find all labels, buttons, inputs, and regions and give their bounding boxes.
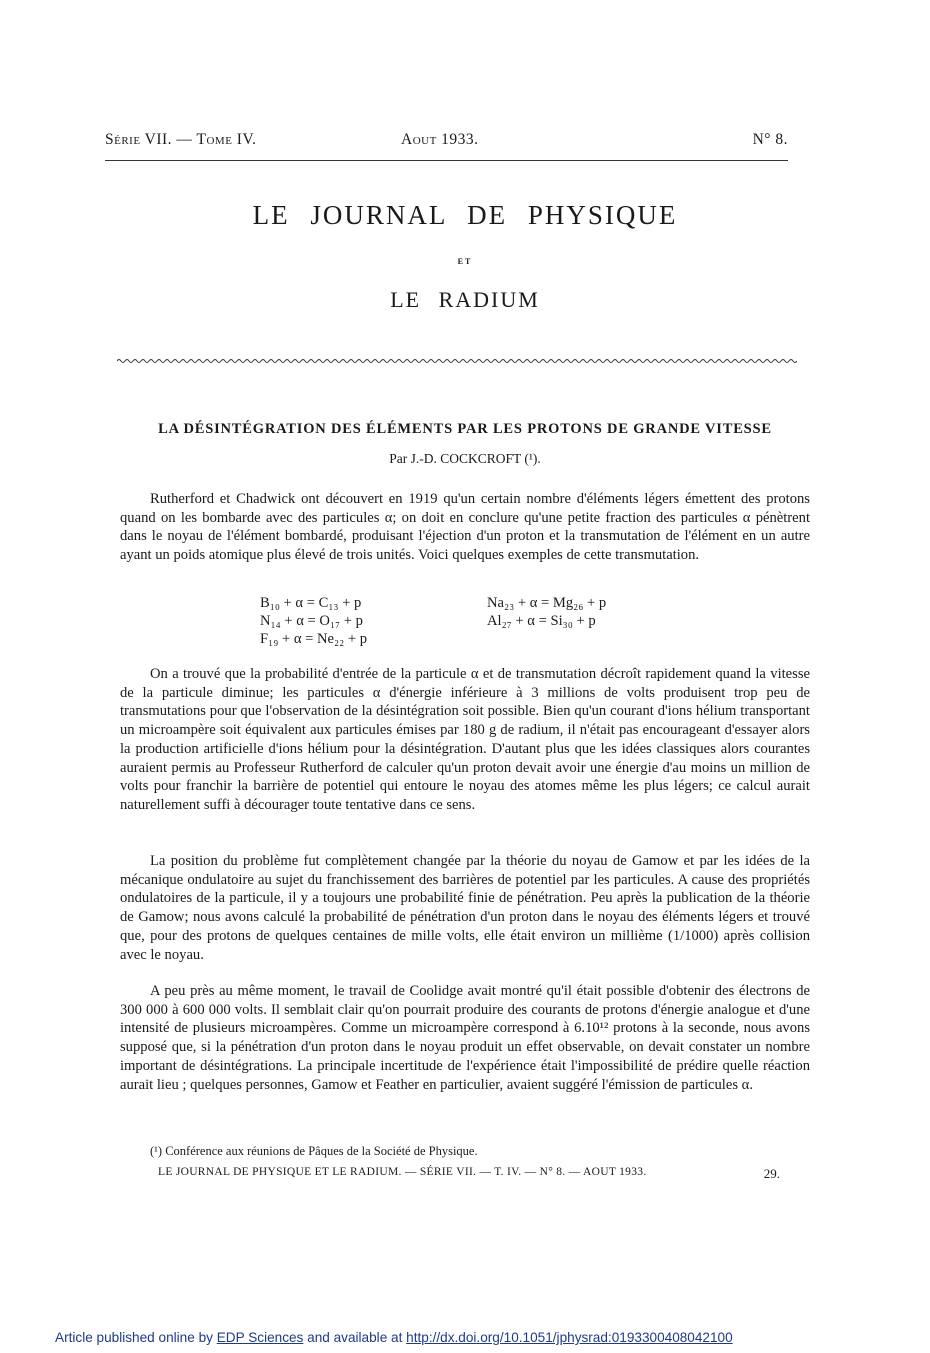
article-author: Par J.-D. COCKCROFT (¹). (389, 451, 541, 466)
issue-header (105, 131, 788, 155)
ornamental-rule (117, 357, 797, 365)
equation: N₁₄ + α = O₁₇ + p (260, 613, 363, 629)
article-title: LA DÉSINTÉGRATION DES ÉLÉMENTS PAR LES PROTONS DE GRANDE VITESSE (158, 421, 772, 437)
online-publication-note (55, 1330, 733, 1345)
series-volume: Série VII. — Tome IV. (105, 131, 257, 148)
doi-link[interactable]: http://dx.doi.org/10.1051/jphysrad:0193300408042100 (406, 1330, 733, 1345)
note-middle: and available at (307, 1330, 403, 1345)
note-prefix: Article published online by (55, 1330, 213, 1345)
footer-citation: LE JOURNAL DE PHYSIQUE ET LE RADIUM. — SÉRIE VII. — T. IV. — N° 8. — AOUT 1933. (158, 1166, 647, 1178)
equation: Na₂₃ + α = Mg₂₆ + p (487, 595, 607, 611)
page-footer (158, 1166, 780, 1181)
publisher-link[interactable]: EDP Sciences (216, 1330, 304, 1345)
issue-number: N° 8. (752, 131, 788, 148)
paragraph-intro: Rutherford et Chadwick ont découvert en 1919 qu'un certain nombre d'éléments légers émettent des protons quand on les bombarde avec des particules α; on doit en conclure qu'une petite fraction des particules α pénètrent dans le noyau de l'élément bombardé, produisant l'éjection d'un proton et la transmutation de l'élément en un autre ayant un poids atomique plus élevé de trois unités. Voici quelques exemples de cette transmutation. (120, 491, 810, 564)
journal-title: LE JOURNAL DE PHYSIQUE (252, 200, 678, 230)
equation: Al₂₇ + α = Si₃₀ + p (487, 613, 596, 629)
issue-date: Aout 1933. (401, 131, 479, 148)
paragraph-gamow: La position du problème fut complètement changée par la théorie du noyau de Gamow et par les idées de la mécanique ondulatoire au sujet du franchissement des barrières de potentiel par les particules. A cause des propriétés ondulatoires de la particule, il y a toujours une probabilité finie de pénétration. Peu après la publication de la théorie de Gamow; nous avons calculé la probabilité de pénétration d'un proton dans le noyau des éléments légers et trouvé que, pour des protons de quelques centaines de mille volts, elle était environ un millième (1/1000) après collision avec le noyau. (120, 853, 810, 963)
equation: B₁₀ + α = C₁₃ + p (260, 595, 362, 611)
equation: F₁₉ + α = Ne₂₂ + p (260, 631, 368, 647)
header-rule (105, 160, 788, 161)
page-number: 29. (763, 1166, 780, 1181)
paragraph-coolidge: A peu près au même moment, le travail de Coolidge avait montré qu'il était possible d'obtenir des électrons de 300 000 à 600 000 volts. Il semblait clair qu'on pourrait produire des courants de protons d'énergie analogue et d'une intensité de plusieurs microampères. Comme un microampère correspond à 6.10¹² protons à la seconde, nous avons supposé que, si la pénétration d'un proton dans le noyau produit un effet observable, on devait constater un nombre important de désintégrations. La principale incertitude de l'expérience était l'impossibilité de prédire quelle réaction aurait lieu ; quelques personnes, Gamow et Feather en particulier, avaient suggéré l'émission de particules α. (120, 983, 810, 1093)
footnote: (¹) Conférence aux réunions de Pâques de la Société de Physique. (150, 1144, 478, 1158)
paragraph-probability: On a trouvé que la probabilité d'entrée de la particule α et de transmutation décroît rapidement quand la vitesse de la particule diminue; les particules α d'énergie inférieure à 3 millions de volts produisent trop peu de transmutations pour que l'observation de la désintégration soit possible. Bien qu'un courant d'ions hélium transportant un microampère soit équivalent aux particules émises par 180 g de radium, il n'était pas encourageant d'essayer alors la production artificielle d'ions hélium pour la désintégration. D'autant plus que les idées classiques alors courantes auraient permis au Professeur Rutherford de calculer qu'un proton devait avoir une énergie d'au moins un million de volts pour franchir la barrière de potentiel qui entoure le noyau des atomes même les plus légers; ce calcul aurait naturellement suffi à décourager toute tentative dans ce sens. (120, 666, 810, 813)
journal-et: ET (457, 257, 473, 266)
journal-subtitle: LE RADIUM (390, 287, 540, 312)
